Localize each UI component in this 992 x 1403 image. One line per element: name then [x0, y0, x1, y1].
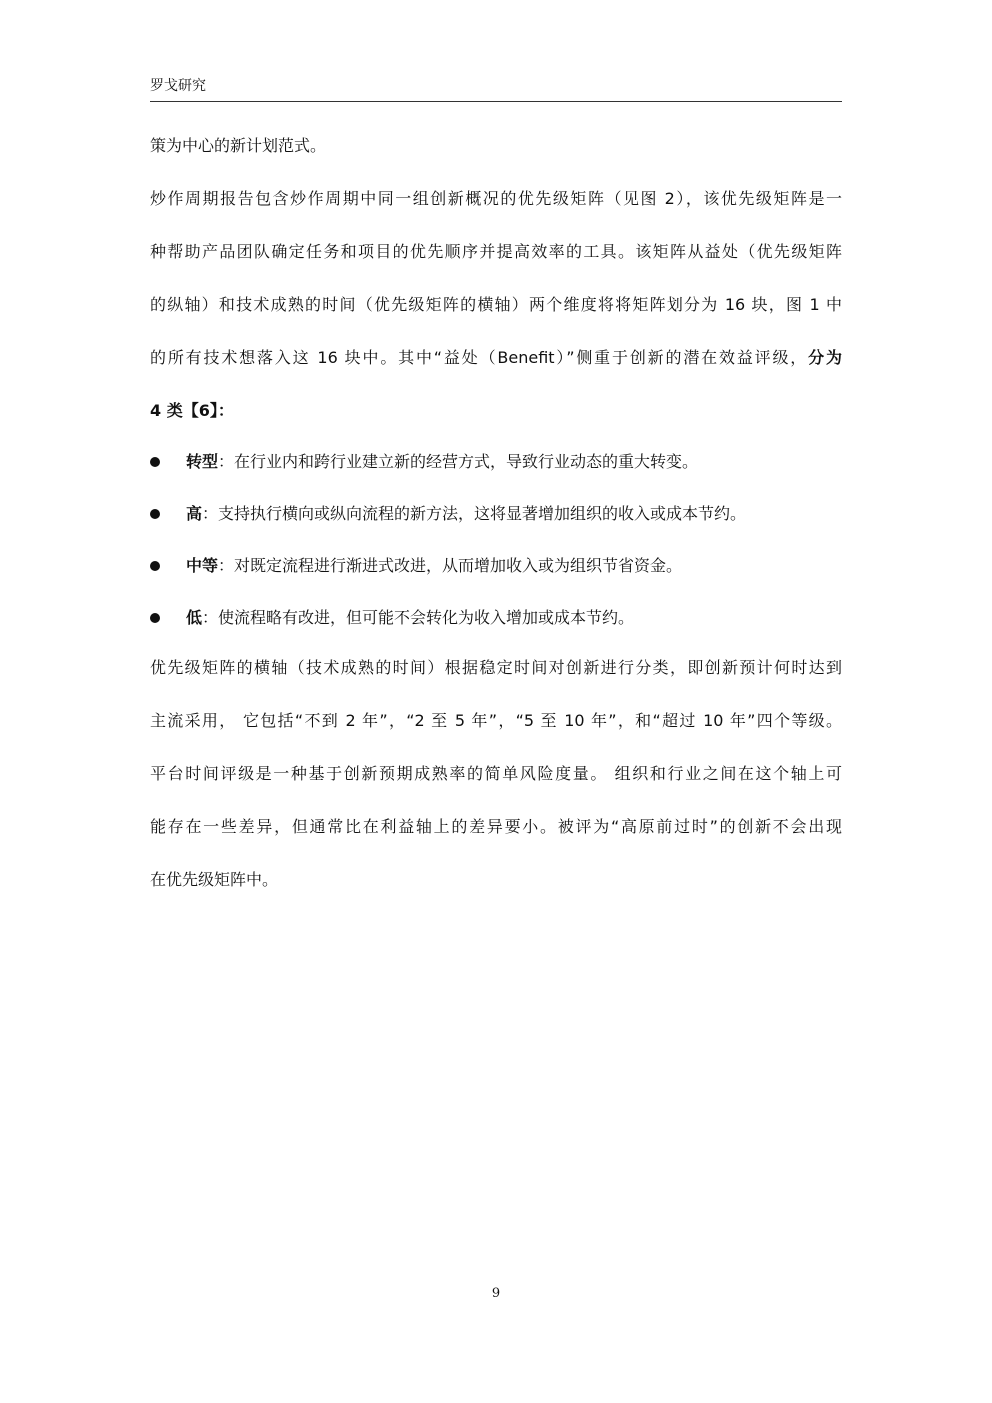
bullet-dot-icon: [150, 457, 160, 467]
paragraph-text: 的所有技术想落入这 16 块中。其中“益处（Benefit）”侧重于创新的潜在效益评级，: [150, 348, 809, 367]
header-title: 罗戈研究: [150, 78, 206, 94]
paragraph-line: 能存在一些差异，但通常比在利益轴上的差异要小。被评为“高原前过时”的创新不会出现: [150, 817, 842, 836]
bullet-description: ：对既定流程进行渐进式改进，从而增加收入或为组织节省资金。: [218, 556, 683, 575]
page-header: [150, 76, 842, 102]
paragraph-bold-text: 分为: [808, 348, 842, 367]
paragraph-line: 4 类【6】：: [150, 401, 234, 420]
bullet-dot-icon: [150, 613, 160, 623]
bullet-dot-icon: [150, 561, 160, 571]
paragraph-line: 主流采用， 它包括“不到 2 年”，“2 至 5 年”，“5 至 10 年”，和“超过 10 年”四个等级。: [150, 711, 842, 730]
bullet-term: 低: [186, 608, 203, 627]
bullet-text: [186, 608, 634, 628]
bullet-description: ：在行业内和跨行业建立新的经营方式，导致行业动态的重大转变。: [218, 452, 699, 471]
bullet-dot-icon: [150, 509, 160, 519]
paragraph-line: 策为中心的新计划范式。: [150, 136, 327, 155]
page-number: 9: [491, 1286, 501, 1301]
paragraph-line: 的纵轴）和技术成熟的时间（优先级矩阵的横轴）两个维度将将矩阵划分为 16 块，图 1 中: [150, 295, 842, 314]
bullet-term: 高: [186, 504, 203, 523]
bullet-description: ：使流程略有改进，但可能不会转化为收入增加或成本节约。: [202, 608, 635, 627]
bullet-text: [186, 452, 698, 472]
paragraph-line: 在优先级矩阵中。: [150, 870, 279, 889]
paragraph-line: [150, 348, 842, 368]
bullet-term: 中等: [186, 556, 219, 575]
bullet-text: [186, 556, 682, 576]
bullet-term: 转型: [186, 452, 219, 471]
bullet-text: [186, 504, 746, 524]
paragraph-line: 优先级矩阵的横轴（技术成熟的时间）根据稳定时间对创新进行分类，即创新预计何时达到: [150, 658, 842, 677]
paragraph-line: 平台时间评级是一种基于创新预期成熟率的简单风险度量。 组织和行业之间在这个轴上可: [150, 764, 842, 783]
paragraph-line: 炒作周期报告包含炒作周期中同一组创新概况的优先级矩阵（见图 2），该优先级矩阵是一: [150, 189, 842, 208]
paragraph-line: 种帮助产品团队确定任务和项目的优先顺序并提高效率的工具。该矩阵从益处（优先级矩阵: [150, 242, 842, 261]
bullet-description: ：支持执行横向或纵向流程的新方法，这将显著增加组织的收入或成本节约。: [202, 504, 747, 523]
